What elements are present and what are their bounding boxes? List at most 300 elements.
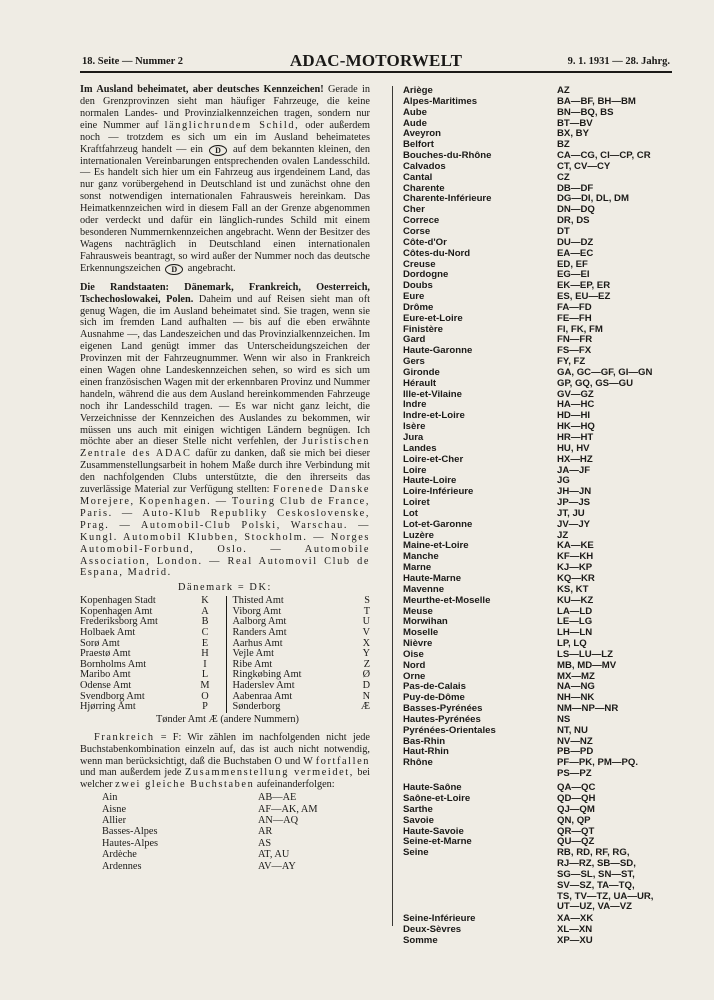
department-name: Ardennes (102, 860, 142, 872)
column-separator (212, 670, 226, 681)
department-name: Gironde (403, 366, 440, 378)
department-codes: QU—QZ (557, 836, 595, 848)
table-row (403, 249, 653, 260)
department-name: Correce (403, 215, 440, 227)
department-name: Charente (403, 182, 445, 194)
table-row (102, 861, 318, 872)
table-row (403, 194, 653, 205)
district-name: Holbaek Amt (80, 627, 136, 639)
department-codes: NV—NZ (557, 735, 593, 747)
department-name: Nord (403, 659, 426, 671)
department-codes: HU, HV (557, 442, 590, 454)
department-name: Sarthe (403, 803, 433, 815)
column-divider (392, 86, 393, 926)
department-name: Haute-Garonne (403, 345, 473, 357)
table-row (403, 205, 653, 216)
department-codes: BZ (557, 139, 570, 151)
table-row (403, 628, 653, 639)
department-codes: LH—LN (557, 627, 593, 639)
department-name: Corse (403, 225, 431, 237)
column-separator (212, 702, 226, 713)
department-codes: XP—XU (557, 935, 593, 947)
column-separator (212, 607, 226, 618)
department-codes: KJ—KP (557, 562, 593, 574)
department-name: Lot-et-Garonne (403, 518, 473, 530)
table-row (403, 881, 653, 892)
department-codes: AF—AK, AM (258, 803, 318, 815)
department-name: Isère (403, 421, 426, 433)
department-name: Gard (403, 334, 426, 346)
department-name: Rhône (403, 757, 433, 769)
department-codes: MX—MZ (557, 670, 595, 682)
table-row (403, 520, 653, 531)
table-row (403, 455, 653, 466)
emphasis-text: Juristischen Zentrale des ADAC (80, 436, 371, 460)
department-codes: NA—NG (557, 681, 595, 693)
department-codes: HX—HZ (557, 453, 593, 465)
department-codes: BN—BQ, BS (557, 106, 614, 118)
department-name: Hautes-Alpes (102, 837, 159, 849)
department-name: Moselle (403, 627, 439, 639)
district-name: Sønderborg (232, 701, 281, 713)
district-name: Thisted Amt (232, 595, 284, 607)
department-codes: GV—GZ (557, 388, 594, 400)
department-codes: AT, AU (258, 849, 290, 861)
department-codes: FN—FR (557, 334, 593, 346)
department-name: Drôme (403, 301, 434, 313)
district-code: M (200, 680, 210, 691)
department-name: Mavenne (403, 583, 445, 595)
department-codes: JG (557, 475, 570, 487)
department-codes: AN—AQ (258, 815, 299, 827)
masthead-title: ADAC-MOTORWELT (289, 51, 463, 70)
department-codes: KU—KZ (557, 594, 594, 606)
table-row (403, 794, 653, 805)
department-name: Deux-Sèvres (403, 924, 462, 936)
table-row (403, 216, 653, 227)
department-name: Côtes-du-Nord (403, 247, 471, 259)
department-codes: NT, NU (557, 724, 588, 736)
department-name: Aveyron (403, 128, 442, 140)
district-code: A (201, 605, 209, 617)
issue-date: 9. 1. 1931 — 28. Jahrg. (567, 56, 670, 67)
district-code: O (201, 690, 209, 702)
department-name: Ille-et-Vilaine (403, 388, 463, 400)
table-row (403, 936, 653, 947)
department-name: Cher (403, 204, 425, 216)
department-codes: RB, RD, RF, RG, (557, 847, 630, 859)
department-codes: KS, KT (557, 583, 589, 595)
department-codes: EK—EP, ER (557, 280, 611, 292)
department-codes: PS—PZ (557, 768, 592, 780)
table-row (403, 390, 653, 401)
department-codes: LP, LQ (557, 638, 587, 650)
department-codes: NS (557, 713, 571, 725)
department-name: Oise (403, 648, 424, 660)
district-code: Z (363, 658, 370, 670)
emphasis-text: Frankreich (94, 731, 155, 743)
department-codes: XA—XK (557, 913, 594, 925)
department-codes: PF—PK, PM—PQ. (557, 757, 639, 769)
department-codes: QR—QT (557, 825, 595, 837)
department-name: Basses-Alpes (102, 826, 158, 838)
department-codes: EG—EI (557, 269, 590, 281)
district-name: Vejle Amt (232, 648, 274, 660)
district-name: Aabenraa Amt (232, 690, 293, 702)
table-row (80, 681, 370, 692)
department-name: Seine-et-Marne (403, 836, 472, 848)
department-name: Pyrénées-Orientales (403, 724, 496, 736)
denmark-heading: Dänemark = DK: (178, 582, 272, 594)
table-row (403, 314, 653, 325)
district-name: Ribe Amt (232, 658, 273, 670)
department-name: Gers (403, 356, 425, 368)
department-name: Loire (403, 464, 427, 476)
district-code: V (362, 627, 370, 639)
department-name: Côte-d'Or (403, 236, 447, 248)
department-name: Loire-et-Cher (403, 453, 464, 465)
department-name: Lot (403, 507, 418, 519)
department-name (403, 859, 557, 870)
department-name: Haute-Savoie (403, 825, 464, 837)
department-name: Savoie (403, 814, 434, 826)
department-name: Haute-Loire (403, 475, 457, 487)
department-codes: JH—JN (557, 486, 592, 498)
table-row (403, 433, 653, 444)
district-name: Randers Amt (232, 627, 287, 639)
district-name: Svendborg Amt (80, 690, 145, 702)
department-name: Nièvre (403, 638, 433, 650)
district-code: Ø (362, 669, 370, 681)
department-name (403, 881, 557, 892)
department-name: Creuse (403, 258, 436, 270)
department-codes: DR, DS (557, 215, 590, 227)
department-name: Calvados (403, 160, 446, 172)
department-name: Marne (403, 562, 432, 574)
table-row (403, 270, 653, 281)
department-codes: ED, EF (557, 258, 588, 270)
department-name: Loiret (403, 497, 430, 509)
department-codes: EA—EC (557, 247, 594, 259)
department-codes: MB, MD—MV (557, 659, 617, 671)
department-codes: DU—DZ (557, 236, 594, 248)
department-codes: CZ (557, 171, 570, 183)
district-code: U (362, 616, 370, 628)
department-codes: DB—DF (557, 182, 594, 194)
department-codes: DG—DI, DL, DM (557, 193, 629, 205)
department-codes: JP—JS (557, 497, 591, 509)
district-code: B (201, 616, 209, 628)
department-name: Eure (403, 291, 425, 303)
district-code: K (201, 595, 209, 607)
table-row (403, 97, 653, 108)
article-paragraph-1: Im Ausland beheimatet, aber deutsches Kennzeichen! Gerade in den Grenzprovinzen sieht man häufiger Fahrzeuge, die keine normalen Landes- und Provinzialkennzeichen tragen, sondern nur eine Nummer auf länglichrundem Schild, oder außerdem noch — trotzdem es sich um ein im Ausland beheimatetes Kraftfahrzeug handelt — ein D auf dem bekannten kleinen, den internationalen Vereinbarungen entsprechenden ovalen Landesschild. — Es handelt sich hier um ein Fahrzeug aus irgendeinem Land, das nur ganz vorübergehend in Deutschland ist und zunächst ohne den sonst notwendigen internationalen Fahrausweis hereinkam. Das Heimatkennzeichen wird in diesem Fall an der Grenze abgenommen oder verdeckt und dafür ein länglich-rundes Schild mit einem besonderen Nummernkennzeichen angebracht. Wenn der Besitzer des Wagens nachträglich in Deutschland einen internationalen Fahrausweis beantragt, so wird außer der Nummer noch das deutsche Erkennungszeichen D angebracht. (80, 84, 371, 274)
table-row (403, 379, 653, 390)
department-name (403, 892, 557, 903)
department-codes: XL—XN (557, 924, 593, 936)
table-row (403, 325, 653, 336)
department-name: Basses-Pyrénées (403, 703, 483, 715)
district-name: Sorø Amt (80, 637, 120, 649)
department-name: Indre (403, 399, 427, 411)
district-code: S (364, 595, 370, 607)
table-row (403, 162, 653, 173)
table-row (403, 596, 653, 607)
department-codes: QJ—QM (557, 803, 595, 815)
department-codes: AS (258, 837, 272, 849)
district-code: I (203, 658, 207, 670)
district-name: Bornholms Amt (80, 658, 147, 670)
department-name: Alpes-Maritimes (403, 95, 478, 107)
department-codes: JT, JU (557, 507, 585, 519)
column-separator (212, 692, 226, 703)
department-codes: AV—AY (258, 860, 296, 872)
department-name: Indre-et-Loire (403, 410, 465, 422)
france-department-table (403, 86, 653, 947)
department-name: Belfort (403, 139, 434, 151)
department-name: Dordogne (403, 269, 449, 281)
department-codes: NH—NK (557, 692, 595, 704)
district-name: Kopenhagen Amt (80, 605, 153, 617)
table-row (102, 804, 318, 815)
department-name: Meurthe-et-Moselle (403, 594, 491, 606)
district-name: Aalborg Amt (232, 616, 287, 628)
left-column (80, 84, 370, 872)
department-name: Ariège (403, 85, 433, 96)
header-rule (80, 71, 672, 73)
department-codes: RJ—RZ, SB—SD, (557, 858, 636, 870)
department-codes: LA—LD (557, 605, 593, 617)
department-codes: HA—HC (557, 399, 595, 411)
table-row (403, 816, 653, 827)
department-name: Finistère (403, 323, 443, 335)
table-row (403, 805, 653, 816)
department-name: Puy-de-Dôme (403, 692, 465, 704)
district-code: Y (362, 648, 370, 660)
department-name: Bouches-du-Rhône (403, 150, 492, 162)
department-codes: QA—QC (557, 782, 596, 794)
page-header (82, 52, 670, 70)
department-name: Ain (102, 792, 118, 804)
department-name: Luzère (403, 529, 434, 541)
department-name: Aude (403, 117, 427, 129)
table-row (403, 661, 653, 672)
department-codes: DT (557, 225, 570, 237)
table-row (403, 726, 653, 737)
table-row (403, 541, 653, 552)
district-code: Æ (360, 701, 370, 713)
department-name: Doubs (403, 280, 433, 292)
department-name: Maine-et-Loire (403, 540, 469, 552)
department-name: Saône-et-Loire (403, 793, 471, 804)
department-codes: AZ (557, 85, 570, 96)
department-codes: UT—UZ, VA—VZ (557, 901, 632, 913)
department-codes: JZ (557, 529, 569, 541)
club-list: Forenede Danske Morejere, Kopenhagen. — Touring Club de France, Paris. — Auto-Klub Republiky Ceskoslovenske, Prag. — Automobil-Club Polski, Warschau. — Kungl. Automobil Klubben, Stockholm. — Norges Automobil-Forbund, Oslo. — Automobile Association, London. — Real Automovil Club de Espana, Madrid. (80, 484, 370, 579)
emphasis-text: länglichrundem Schild, (164, 119, 300, 131)
department-codes: FA—FD (557, 301, 592, 313)
district-code: C (201, 627, 209, 639)
department-name: Landes (403, 442, 437, 454)
table-row (403, 617, 653, 628)
department-codes: SG—SL, SN—ST, (557, 868, 635, 880)
page-number: 18. Seite — Nummer 2 (82, 56, 183, 67)
table-row (403, 758, 653, 769)
department-codes: LE—LG (557, 616, 593, 628)
france-intro: Frankreich = F: Wir zählen im nachfolgenden nicht jede Buchstabenkombination einzeln auf, das ist auch nicht notwendig, wenn man berücksichtigt, daß die Buchstaben O und W fortfallen und man außerdem jede Zusammenstellung vermeidet, bei welcher zwei gleiche Buchstaben aufeinanderfolgen: (80, 731, 371, 791)
table-row (403, 639, 653, 650)
department-name: Aisne (102, 803, 127, 815)
department-name: Jura (403, 432, 424, 443)
district-name: Odense Amt (80, 680, 132, 691)
district-code: D (362, 680, 370, 691)
department-codes: LS—LU—LZ (557, 648, 613, 660)
department-name: Ardèche (102, 849, 137, 861)
table-row (403, 552, 653, 563)
department-name: Haut-Rhin (403, 746, 449, 758)
district-code: T (363, 605, 370, 617)
department-name: Somme (403, 935, 438, 947)
table-row (80, 702, 370, 713)
district-name: Praestø Amt (80, 648, 131, 660)
district-name: Haderslev Amt (232, 680, 295, 691)
column-separator (212, 681, 226, 692)
department-codes: BA—BF, BH—BM (557, 95, 636, 107)
department-name: Seine-Inférieure (403, 913, 476, 925)
department-name: Meuse (403, 605, 433, 617)
district-name: Ringkøbing Amt (232, 669, 302, 681)
column-separator (212, 639, 226, 650)
department-name: Bas-Rhin (403, 735, 446, 747)
table-row (403, 292, 653, 303)
department-name: Allier (102, 815, 127, 827)
department-codes: PB—PD (557, 746, 594, 758)
table-row (102, 849, 318, 860)
department-codes: NM—NP—NR (557, 703, 619, 715)
department-codes: CT, CV—CY (557, 160, 611, 172)
district-name: Frederiksborg Amt (80, 616, 158, 628)
department-codes: AB—AE (258, 792, 297, 804)
department-codes: BX, BY (557, 128, 589, 140)
district-name: Kopenhagen Stadt (80, 595, 156, 607)
department-name: Manche (403, 551, 439, 563)
table-row (102, 792, 318, 803)
department-codes: GP, GQ, GS—GU (557, 377, 634, 389)
department-codes: DN—DQ (557, 204, 595, 216)
department-name: Seine (403, 847, 429, 859)
department-codes: HK—HQ (557, 421, 595, 433)
district-code: X (362, 637, 370, 649)
department-codes: FI, FK, FM (557, 323, 603, 335)
denmark-code-table (80, 596, 370, 713)
table-row (80, 628, 370, 639)
department-codes: FS—FX (557, 345, 592, 357)
department-codes: FY, FZ (557, 356, 586, 368)
department-name: Loire-Inférieure (403, 486, 474, 498)
table-row (403, 281, 653, 292)
department-name: Aube (403, 106, 427, 118)
department-name: Haute-Saône (403, 782, 462, 794)
table-row (403, 129, 653, 140)
district-code: E (201, 637, 209, 649)
department-codes: ES, EU—EZ (557, 291, 611, 303)
article-paragraph-2: Die Randstaaten: Dänemark, Frankreich, Oesterreich, Tschechoslowakei, Polen. Daheim und auf Reisen sieht man oft genug Wagen, die im Ausland beheimatet sind. Sie tragen, wenn sie sich im fremden Land aufhalten — bis auf die eben erwähnte Ausnahme —, das Landeszeichen und das Provinzialkennzeichen. Im eigenen Land genügt immer das Unterscheidungszeichen der Provinzen mit der Fahrzeugnummer. Wenn wir also in Frankreich einen Wagen ohne Landeskennzeichen sehen, so wird es sich um einen französischen Wagen mit der erkennbaren Provinz und Nummer handeln, während die aus dem Ausland hereinkommenden Fahrzeuge noch ihr Landesschild tragen. — Es war nicht ganz leicht, die Verzeichnisse der Kennzeichen des Auslandes zu bekommen, wir müssen uns auch mit einigen wichtigen Ländern begnügen. Ich möchte aber an dieser Stelle nicht verfehlen, der Juristischen Zentrale des ADAC dafür zu danken, daß sie mich bei dieser Zusammenstellungsarbeit in hohem Maße durch ihre Verbindung mit den nachfolgenden Clubs unterstützte, die den ihrerseits das zuverlässige Material zur Verfügung stellten: Forenede Danske Morejere, Kopenhagen. — Touring Club de France, Paris. — Auto-Klub Republiky Ceskoslovenske, Prag. — Automobil-Club Polski, Warschau. — Kungl. Automobil Klubben, Stockholm. — Norges Automobil-Forbund, Oslo. — Automobile Association, London. — Real Automovil Club de Espana, Madrid. (80, 281, 371, 579)
department-codes: KQ—KR (557, 572, 595, 584)
department-codes: HD—HI (557, 410, 591, 422)
column-separator (212, 628, 226, 639)
department-codes: TS, TV—TZ, UA—UR, (557, 890, 654, 902)
department-name: Pas-de-Calais (403, 681, 466, 693)
table-row (403, 925, 653, 936)
table-row (403, 498, 653, 509)
department-codes: KF—KH (557, 551, 594, 563)
department-codes: JV—JY (557, 518, 591, 530)
d-country-badge-icon: D (165, 264, 183, 275)
paragraph-heading: Die Randstaaten: Dänemark, Frankreich, Oesterreich, Tschechoslowakei, Polen. (80, 281, 370, 305)
department-name: Orne (403, 670, 426, 682)
district-code: L (201, 669, 209, 681)
france-code-table-part1 (102, 792, 318, 872)
table-row (403, 487, 653, 498)
department-codes: SV—SZ, TA—TQ, (557, 879, 635, 891)
department-name: Charente-Inférieure (403, 193, 492, 205)
department-codes: QD—QH (557, 793, 596, 804)
department-codes: GA, GC—GF, GI—GN (557, 366, 653, 378)
column-separator (212, 617, 226, 628)
table-row (403, 422, 653, 433)
department-name: Eure-et-Loire (403, 312, 463, 324)
department-codes: HR—HT (557, 432, 594, 443)
district-code: N (362, 690, 370, 702)
column-separator (212, 596, 226, 607)
department-codes: CA—CG, CI—CP, CR (557, 150, 651, 162)
table-row (403, 346, 653, 357)
column-separator (212, 660, 226, 671)
department-name: Haute-Marne (403, 572, 462, 584)
department-codes: FE—FH (557, 312, 592, 324)
table-row (403, 769, 653, 783)
district-code: P (202, 701, 208, 713)
district-name: Maribo Amt (80, 669, 131, 681)
department-codes: QN, QP (557, 814, 591, 826)
table-row (102, 838, 318, 849)
department-name: Cantal (403, 171, 433, 183)
department-name: Hérault (403, 377, 437, 389)
table-row (102, 826, 318, 837)
district-name: Viborg Amt (232, 605, 282, 617)
district-name: Aarhus Amt (232, 637, 283, 649)
d-country-badge-icon: D (209, 145, 227, 156)
department-codes: KA—KE (557, 540, 594, 552)
denmark-footnote: Tønder Amt Æ (andere Nummern) (156, 713, 299, 725)
table-row (102, 815, 318, 826)
district-name: Hjørring Amt (80, 701, 136, 713)
department-codes: BT—BV (557, 117, 593, 129)
department-name: Morwihan (403, 616, 448, 628)
department-codes: AR (258, 826, 273, 838)
right-column (403, 86, 673, 947)
department-name: Hautes-Pyrénées (403, 713, 481, 725)
district-code: H (201, 648, 209, 660)
department-codes: JA—JF (557, 464, 591, 476)
table-row (403, 173, 653, 184)
table-row (403, 411, 653, 422)
table-row (403, 108, 653, 119)
column-separator (212, 649, 226, 660)
department-name (403, 870, 557, 881)
paragraph-heading: Im Ausland beheimatet, aber deutsches Kennzeichen! (80, 84, 324, 95)
department-name (403, 769, 557, 783)
